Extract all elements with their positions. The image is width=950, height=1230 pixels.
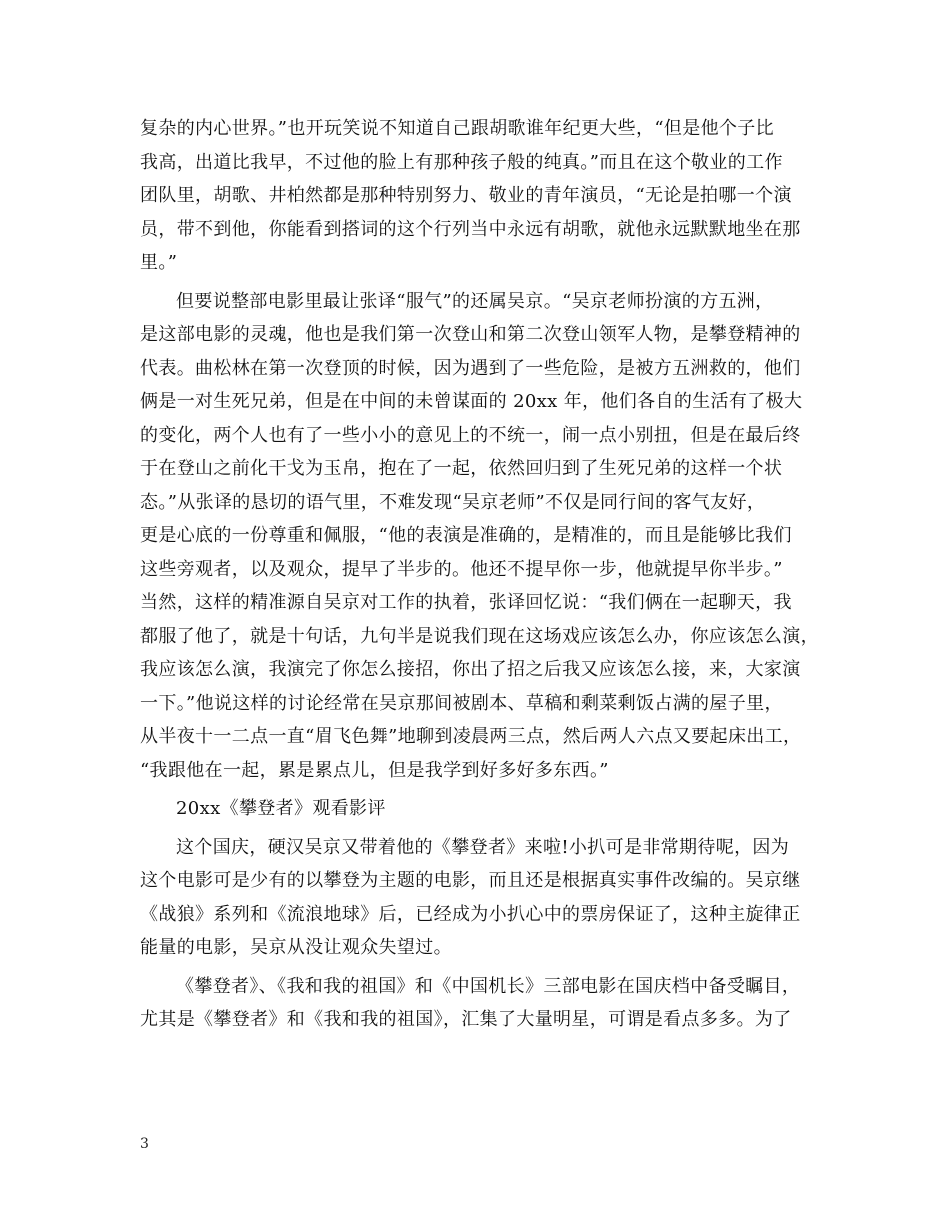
text-line: 这个国庆，硬汉吴京又带着他的《攀登者》来啦!小扒可是非常期待呢，因为 [176, 836, 790, 858]
paragraph [140, 112, 812, 280]
text-line: 里。” [140, 252, 178, 273]
text-line: 代表。曲松林在第一次登顶的时候，因为遇到了一些危险，是被方五洲救的，他们 [140, 357, 801, 379]
paragraph [140, 970, 812, 1037]
text-line: 于在登山之前化干戈为玉帛，抱在了一起，依然回归到了生死兄弟的这样一个状 [140, 458, 783, 479]
text-line: 都服了他了，就是十句话，九句半是说我们现在这场戏应该怎么办，你应该怎么演， [140, 625, 819, 647]
paragraph [140, 792, 812, 826]
document-body [140, 112, 819, 1037]
text-line: 的变化，两个人也有了一些小小的意见上的不统一，闹一点小别扭，但是在最后终 [140, 424, 801, 446]
text-line: 一下。”他说这样的讨论经常在吴京那间被剧本、草稿和剩菜剩饭占满的屋子里， [140, 692, 783, 714]
text-line: 更是心底的一份尊重和佩服，“他的表演是准确的，是精准的，而且是能够比我们 [140, 525, 792, 546]
text-line: 从半夜十一二点一直“眉飞色舞”地聊到凌晨两三点，然后两人六点又要起床出工， [140, 726, 802, 747]
page-number: 3 [140, 1136, 149, 1152]
text-line: 这些旁观者，以及观众，提早了半步的。他还不提早你一步，他就提早你半步。” [140, 558, 783, 580]
text-line: 当然，这样的精准源自吴京对工作的执着，张译回忆说：“我们俩在一起聊天，我 [140, 592, 792, 613]
text-line: 《攀登者》、《我和我的祖国》和《中国机长》三部电影在国庆档中备受瞩目， [176, 975, 801, 997]
text-line: 是这部电影的灵魂，他也是我们第一次登山和第二次登山领军人物，是攀登精神的 [140, 324, 801, 345]
text-line: 员，带不到他，你能看到搭词的这个行列当中永远有胡歌，就他永远默默地坐在那 [140, 218, 801, 240]
text-line: 复杂的内心世界。”也开玩笑说不知道自己跟胡歌谁年纪更大些，“但是他个子比 [140, 118, 775, 139]
text-line: 俩是一对生死兄弟，但是在中间的未曾谋面的 20xx 年，他们各自的生活有了极大 [140, 391, 803, 412]
text-line: 能量的电影，吴京从没让观众失望过。 [140, 937, 452, 958]
paragraph [140, 831, 812, 965]
paragraph [140, 285, 819, 788]
text-line: 20xx《攀登者》观看影评 [176, 798, 386, 819]
text-line: 我高，出道比我早，不过他的脸上有那种孩子般的纯真。”而且在这个敬业的工作 [140, 151, 783, 173]
text-line: 尤其是《攀登者》和《我和我的祖国》，汇集了大量明星，可谓是看点多多。为了 [140, 1009, 792, 1030]
text-line: 但要说整部电影里最让张译“服气”的还属吴京。“吴京老师扮演的方五洲， [176, 290, 774, 312]
text-line: 我应该怎么演，我演完了你怎么接招，你出了招之后我又应该怎么接，来，大家演 [140, 659, 801, 680]
text-line: “我跟他在一起，累是累点儿，但是我学到好多好多东西。” [140, 759, 609, 781]
text-line: 《战狼》系列和《流浪地球》后，已经成为小扒心中的票房保证了，这种主旋律正 [140, 903, 801, 925]
text-line: 这个电影可是少有的以攀登为主题的电影，而且还是根据真实事件改编的。吴京继 [140, 870, 801, 891]
text-line: 团队里，胡歌、井柏然都是那种特别努力、敬业的青年演员，“无论是拍哪一个演 [140, 185, 792, 206]
text-line: 态。”从张译的恳切的语气里，不难发现“吴京老师”不仅是同行间的客气友好， [140, 491, 766, 513]
